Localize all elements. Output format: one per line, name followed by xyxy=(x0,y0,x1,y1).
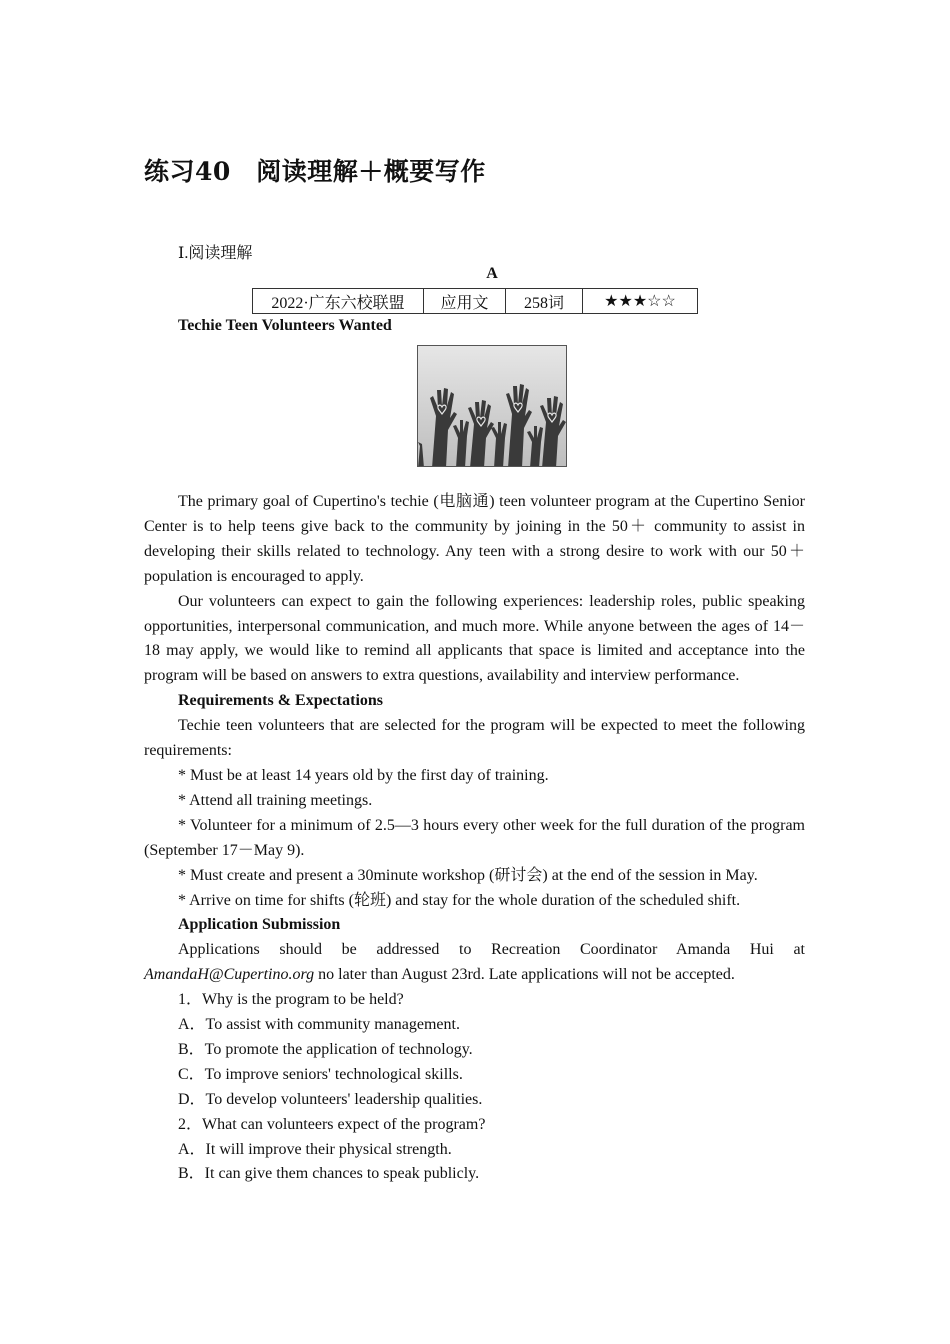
page-title: 练习40 阅读理解＋概要写作 xyxy=(144,157,486,186)
paragraph-3: Techie teen volunteers that are selected for the program will be expected to meet the following requirements: xyxy=(144,717,805,760)
subheading-requirements: Requirements & Expectations xyxy=(178,692,384,710)
raised-hands-illustration xyxy=(417,345,567,467)
difficulty-stars-cell: ★★★☆☆ xyxy=(583,289,698,314)
question-1-option-a: A．To assist with community management. xyxy=(178,1016,460,1034)
requirement-item: * Arrive on time for shifts (轮班) and stay for the whole duration of the scheduled shift. xyxy=(178,891,741,909)
word-count-cell: 258词 xyxy=(506,289,583,314)
question-1-option-c: C．To improve seniors' technological skills. xyxy=(178,1065,463,1083)
paragraph-1: The primary goal of Cupertino's techie (电脑通) teen volunteer program at the Cupertino Senior Center is to help teens give back to the community by joining in the 50＋ community to assist in developing their skills related to technology. Any teen with a strong desire to work with our 50＋ population is encouraged to apply. xyxy=(144,493,805,585)
source-cell: 2022·广东六校联盟 xyxy=(253,289,424,314)
paragraph-2: Our volunteers can expect to gain the following experiences: leadership roles, public speaking opportunities, interpersonal communication, and much more. While anyone between the ages of 14－18 may apply, we would like to remind all applicants that space is limited and acceptance into the program will be based on answers to extra questions, availability and interview performance. xyxy=(144,592,805,685)
subheading-application: Application Submission xyxy=(178,916,341,934)
requirement-item: * Attend all training meetings. xyxy=(178,791,373,809)
hands-icon xyxy=(418,346,567,467)
question-2-option-a: A．It will improve their physical strength. xyxy=(178,1140,452,1158)
question-1-option-b: B．To promote the application of technology. xyxy=(178,1040,473,1058)
passage-body xyxy=(144,490,805,1187)
question-2: 2．What can volunteers expect of the program? xyxy=(178,1115,486,1133)
section-label: Ⅰ.阅读理解 xyxy=(178,245,253,262)
passage-info-table xyxy=(252,288,698,314)
paragraph-4 xyxy=(144,938,805,988)
application-text: Applications should be addressed to Recreation Coordinator Amanda Hui at xyxy=(178,941,805,959)
question-1-option-d: D．To develop volunteers' leadership qualities. xyxy=(178,1090,483,1108)
question-2-option-b: B．It can give them chances to speak publicly. xyxy=(178,1165,480,1183)
passage-headline: Techie Teen Volunteers Wanted xyxy=(178,317,392,334)
question-1: 1．Why is the program to be held? xyxy=(178,991,404,1009)
coordinator-email: AmandaH@Cupertino.org xyxy=(144,966,315,984)
application-deadline-text: no later than August 23rd. Late applications will not be accepted. xyxy=(314,966,735,984)
genre-cell: 应用文 xyxy=(424,289,506,314)
requirement-item: * Volunteer for a minimum of 2.5—3 hours every other week for the full duration of the program (September 17－May 9). xyxy=(144,816,805,859)
requirement-item: * Must create and present a 30minute workshop (研讨会) at the end of the session in May. xyxy=(178,866,758,884)
requirement-item: * Must be at least 14 years old by the first day of training. xyxy=(178,766,549,784)
passage-letter: A xyxy=(486,265,498,282)
